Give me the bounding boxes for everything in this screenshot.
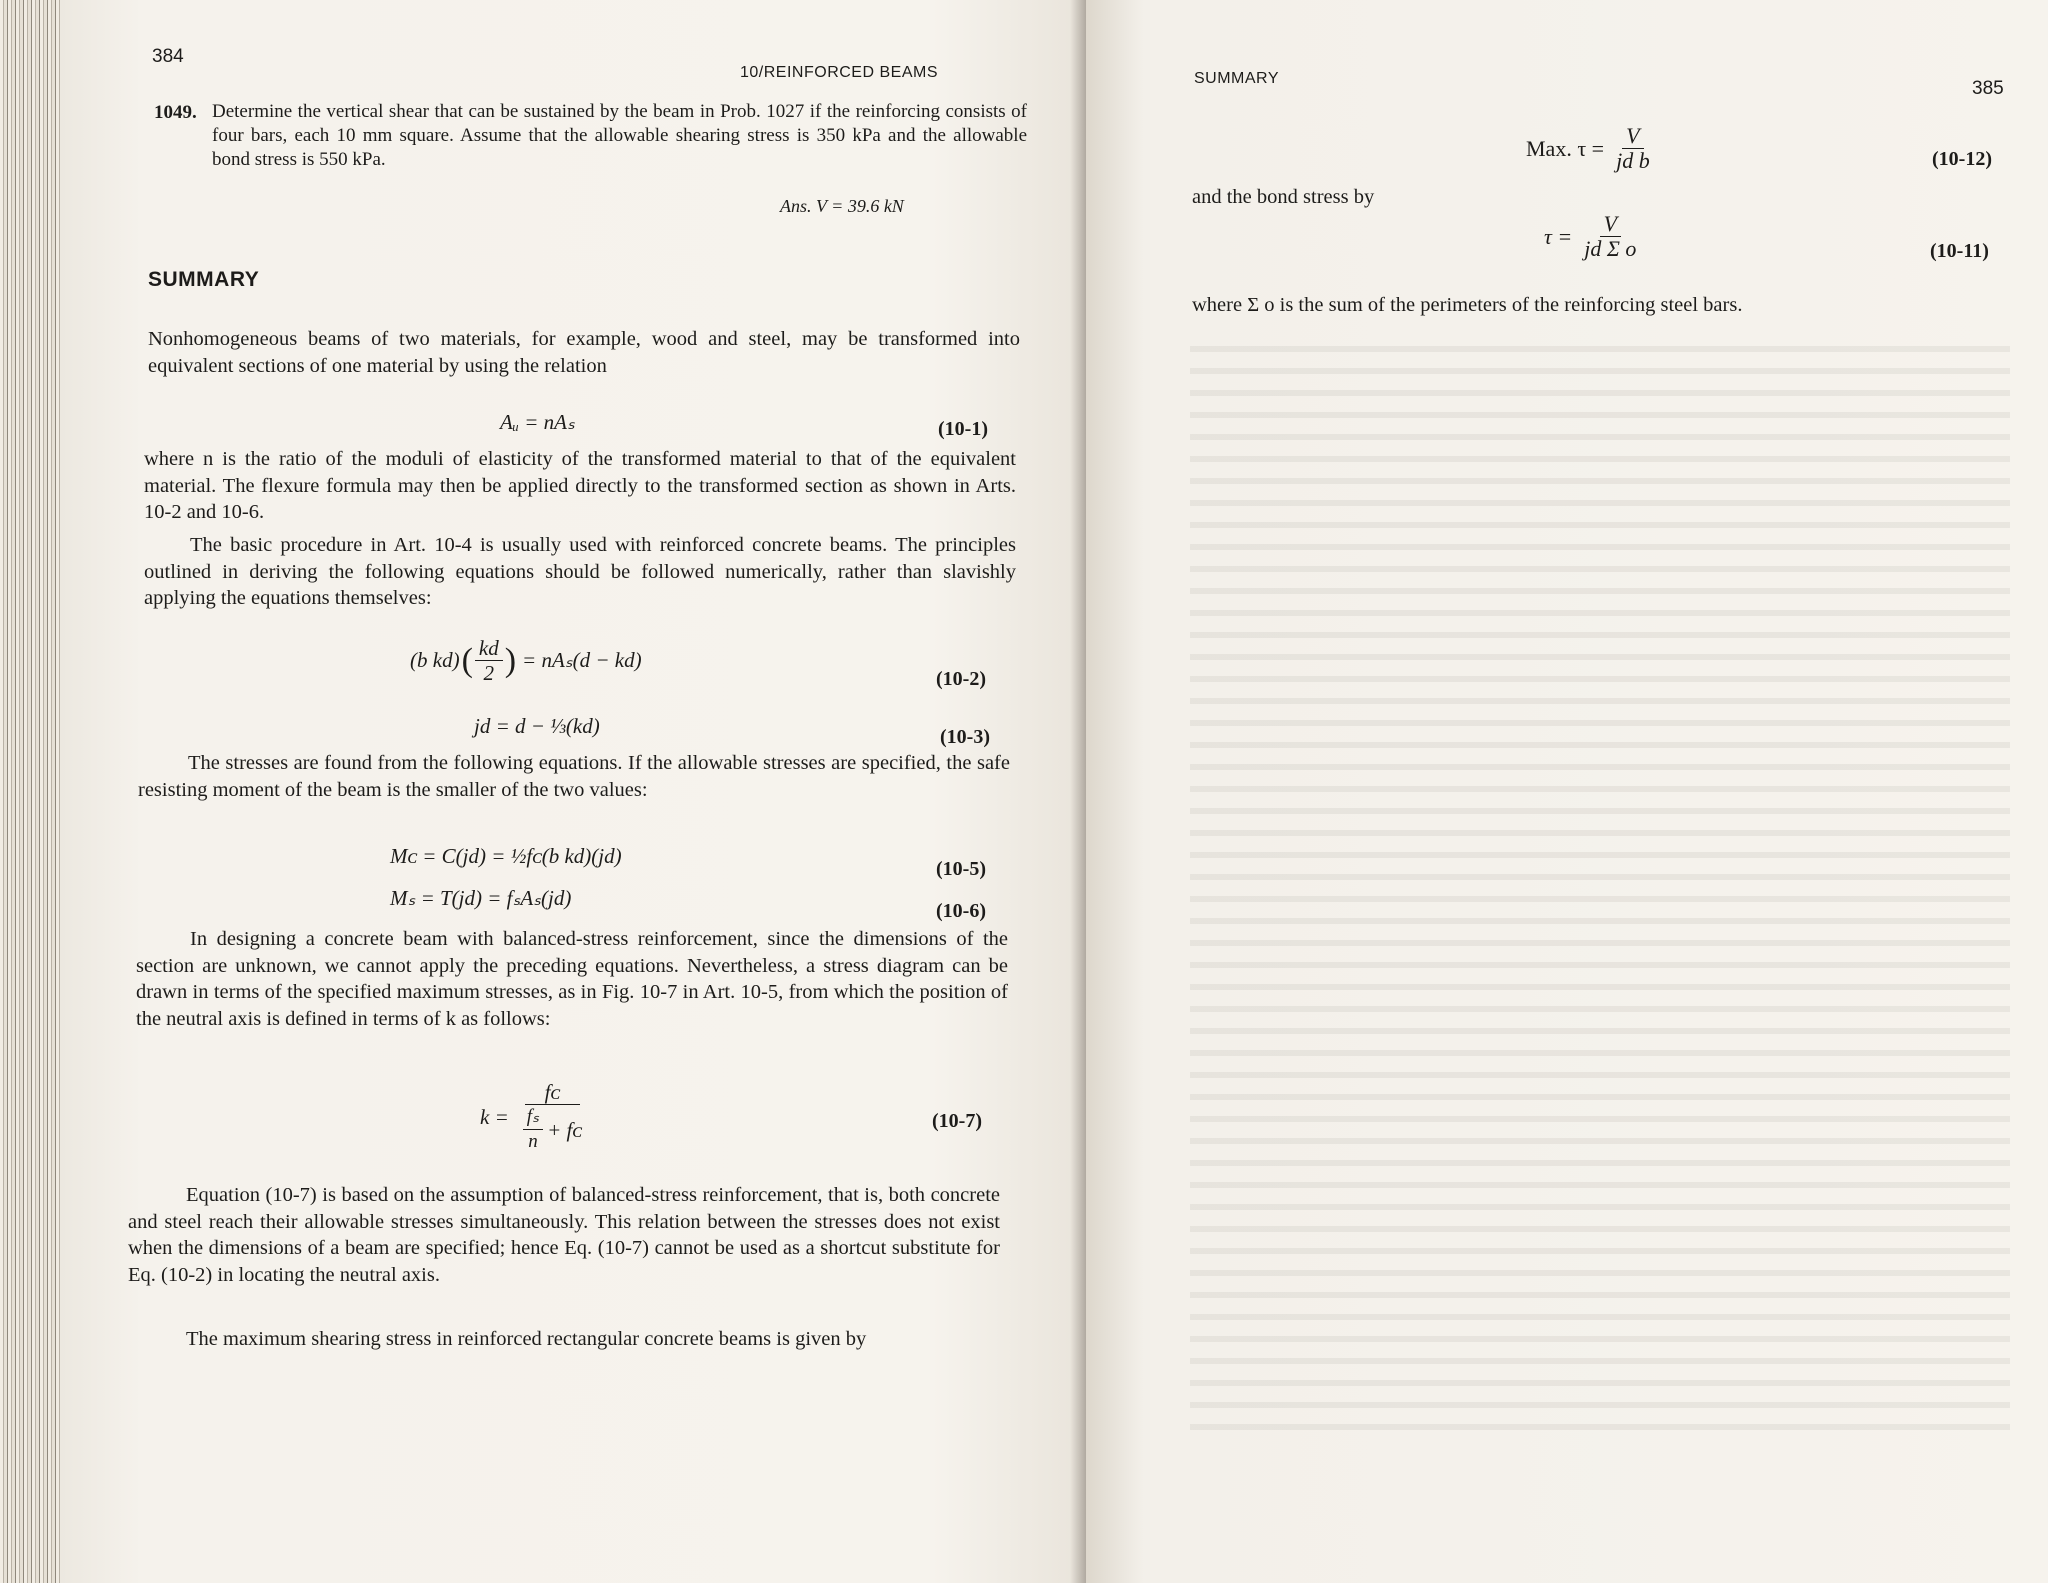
equation-10-12 — [1526, 124, 1654, 173]
equation-number-10-6: (10-6) — [936, 900, 986, 922]
equation-10-7 — [480, 1080, 586, 1154]
eq11-denominator: jd Σ o — [1584, 236, 1637, 261]
running-head-right: SUMMARY — [1194, 70, 1279, 87]
page-number-right: 385 — [1972, 78, 2004, 99]
equation-number-10-3: (10-3) — [940, 726, 990, 748]
bond-stress-intro: and the bond stress by — [1192, 186, 1375, 208]
equation-number-10-7: (10-7) — [932, 1110, 982, 1132]
eq7-numerator: fᴄ — [525, 1080, 580, 1105]
equation-10-5: Mᴄ = C(jd) = ½fᴄ(b kd)(jd) — [390, 844, 622, 868]
equation-10-3: jd = d − ⅓(kd) — [474, 714, 600, 738]
eq12-lhs: Max. τ = — [1526, 135, 1605, 161]
paragraph-2: where n is the ratio of the moduli of elasticity of the transformed material to that of the equivalent material. The flexure formula may then be applied directly to the transformed section as shown in Arts. 10-2 and 10-6. — [144, 448, 1016, 523]
eq7-inner-numerator: fₛ — [523, 1105, 543, 1130]
eq11-lhs: τ = — [1544, 223, 1573, 249]
equation-10-6: Mₛ = T(jd) = fₛAₛ(jd) — [390, 886, 572, 910]
running-head-left: 10/REINFORCED BEAMS — [740, 64, 938, 81]
eq7-fraction — [519, 1080, 586, 1154]
equation-number-10-12: (10-12) — [1932, 148, 1992, 170]
eq12-fraction — [1612, 124, 1654, 173]
equation-number-10-5: (10-5) — [936, 858, 986, 880]
eq2-fraction — [475, 636, 503, 685]
paragraph-1: Nonhomogeneous beams of two materials, for example, wood and steel, may be transformed into equivalent sections of one material by using the relation — [148, 328, 1020, 377]
paragraph-3: The basic procedure in Art. 10-4 is usually used with reinforced concrete beams. The principles outlined in deriving the following equations should be followed numerically, rather than slavishly applying the equations themselves: — [144, 534, 1016, 609]
problem-text: Determine the vertical shear that can be sustained by the beam in Prob. 1027 if the reinforcing consists of four bars, each 10 mm square. Assume that the allowable shearing stress is 350 kPa and the allowable bond stress is 550 kPa. — [212, 101, 1027, 170]
eq2-fraction-numerator: kd — [475, 636, 503, 661]
eq7-inner-denominator: n — [528, 1131, 538, 1152]
where-line: where Σ o is the sum of the perimeters of the reinforcing steel bars. — [1192, 294, 1743, 316]
eq7-inner-fraction — [523, 1105, 543, 1154]
paragraph-4: The stresses are found from the following equations. If the allowable stresses are specified, the safe resisting moment of the beam is the smaller of the two values: — [138, 752, 1010, 801]
eq11-numerator: V — [1600, 212, 1621, 237]
eq12-numerator: V — [1622, 124, 1643, 149]
eq2-fraction-denominator: 2 — [483, 661, 495, 685]
eq7-denominator — [519, 1105, 586, 1154]
equation-number-10-11: (10-11) — [1930, 240, 1989, 262]
eq2-left: (b kd) — [410, 648, 460, 672]
equation-10-2: (b kd) ( $\frac{kd}{2}$ ) = nAₛ(d − kd) — [410, 636, 642, 685]
eq2-right: = nAₛ(d − kd) — [522, 648, 642, 672]
equation-10-11 — [1544, 212, 1640, 261]
eq12-denominator: jd b — [1616, 148, 1650, 173]
problem-number: 1049. — [154, 102, 197, 123]
show-through-text — [1190, 330, 2010, 1430]
paragraph-5: In designing a concrete beam with balanced-stress reinforcement, since the dimensions of the section are unknown, we cannot apply the preceding equations. Nevertheless, a stress diagram can be drawn in terms of the specified maximum stresses, as in Fig. 10-7 in Art. 10-5, from which the position of the neutral axis is defined in terms of k as follows: — [136, 928, 1008, 1030]
eq11-fraction — [1580, 212, 1640, 261]
problem-answer: Ans. V = 39.6 kN — [780, 196, 904, 216]
eq7-denominator-tail: + fᴄ — [547, 1117, 582, 1142]
paragraph-6: Equation (10-7) is based on the assumption of balanced-stress reinforcement, that is, both concrete and steel reach their allowable stresses simultaneously. This relation between the stresses does not exist when the dimensions of a beam are specified; hence Eq. (10-7) cannot be used as a shortcut substitute for Eq. (10-2) in locating the neutral axis. — [128, 1184, 1000, 1286]
eq7-lhs: k = — [480, 1104, 509, 1129]
page-edges — [0, 0, 60, 1583]
section-heading: SUMMARY — [148, 268, 260, 291]
left-page — [60, 0, 1086, 1583]
page-number-left: 384 — [152, 46, 184, 67]
paragraph-7: The maximum shearing stress in reinforced rectangular concrete beams is given by — [186, 1328, 867, 1350]
equation-number-10-1: (10-1) — [938, 418, 988, 440]
equation-10-1: Aᵤ = nAₛ — [500, 410, 575, 434]
equation-number-10-2: (10-2) — [936, 668, 986, 690]
